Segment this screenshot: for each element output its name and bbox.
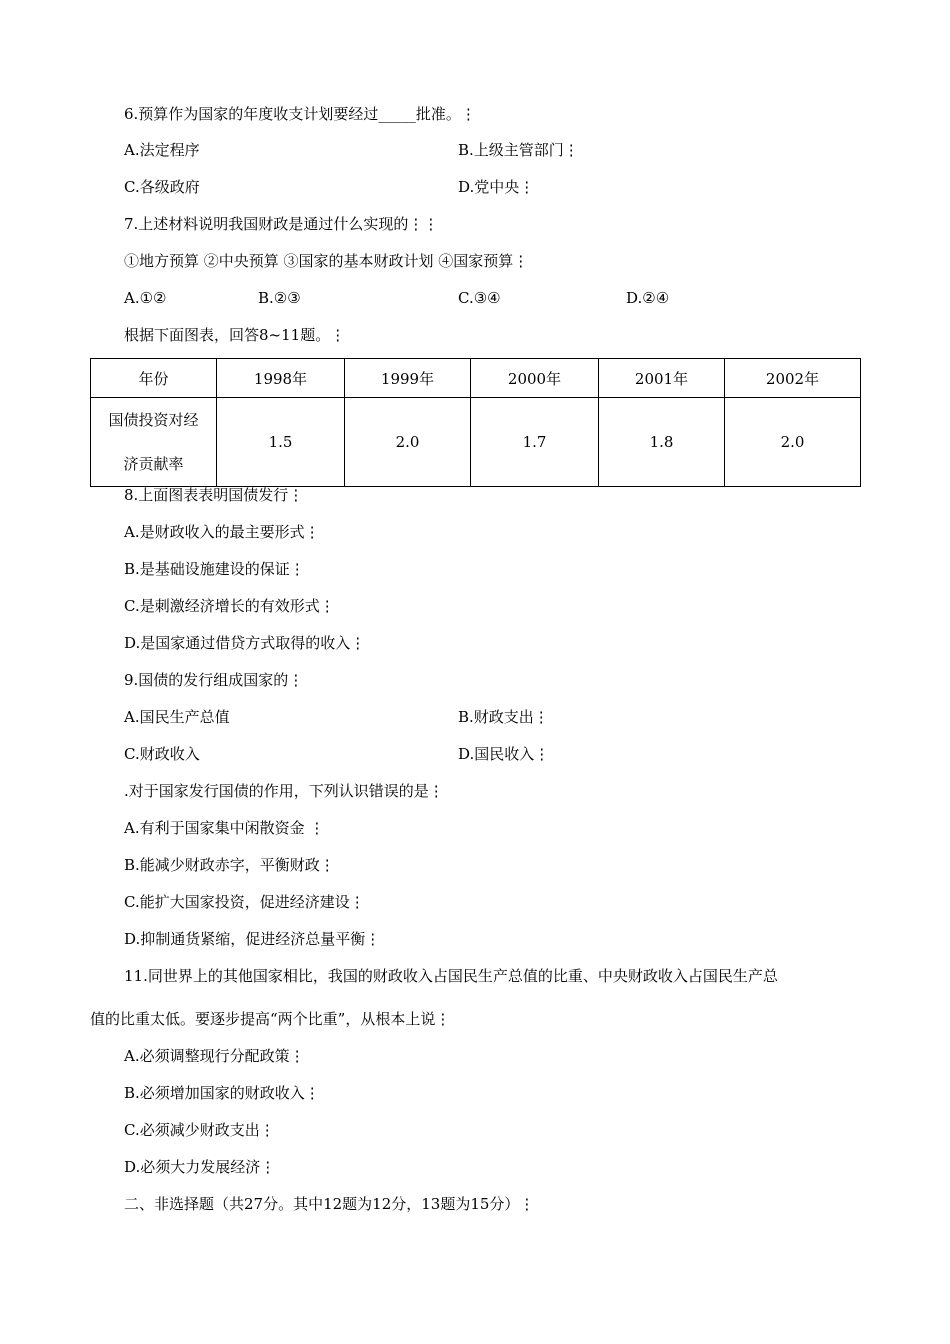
value-cell: 1.8 [599,398,725,487]
bond-contribution-table [90,358,861,487]
q8-option-a: A.是财政收入的最主要形式⋮ [124,523,320,541]
header-cell: 1998年 [217,359,345,398]
q8-option-b: B.是基础设施建设的保证⋮ [124,560,305,578]
value-cell: 1.7 [471,398,599,487]
q8-stem: 8.上面图表表明国债发行⋮ [124,486,304,504]
q8-option-d: D.是国家通过借贷方式取得的收入⋮ [124,634,366,652]
q9-option-d: D.国民收入⋮ [458,745,550,763]
q6-option-a: A.法定程序 [124,141,200,159]
row-label-cell [91,398,217,487]
value-cell: 1.5 [217,398,345,487]
row-label-line: 国债投资对经 [108,411,199,429]
q7-stem: 7.上述材料说明我国财政是通过什么实现的⋮⋮ [124,215,439,233]
q10-option-c: C.能扩大国家投资，促进经济建设⋮ [124,893,365,911]
q9-stem: 9.国债的发行组成国家的⋮ [124,671,304,689]
q11-stem-line2: 值的比重太低。要逐步提高“两个比重”，从根本上说⋮ [90,1010,451,1028]
header-cell: 2001年 [599,359,725,398]
table-header-row [91,359,861,398]
q11-stem-line1: 11.同世界上的其他国家相比，我国的财政收入占国民生产总值的比重、中央财政收入占国民生产总 [124,967,778,985]
q9-option-a: A.国民生产总值 [124,708,230,726]
q10-option-d: D.抑制通货紧缩，促进经济总量平衡⋮ [124,930,381,948]
q11-option-b: B.必须增加国家的财政收入⋮ [124,1084,320,1102]
q6-option-d: D.党中央⋮ [458,178,535,196]
section-2-heading: 二、非选择题（共27分。其中12题为12分，13题为15分）⋮ [124,1195,535,1213]
q9-option-b: B.财政支出⋮ [458,708,549,726]
value-cell: 2.0 [345,398,471,487]
q11-option-c: C.必须减少财政支出⋮ [124,1121,275,1139]
header-cell: 1999年 [345,359,471,398]
q10-option-a: A.有利于国家集中闲散资金 ⋮ [124,819,325,837]
table-row [91,398,861,487]
q6-stem: 6.预算作为国家的年度收支计划要经过_____批准。⋮ [124,105,476,123]
q11-option-a: A.必须调整现行分配政策⋮ [124,1047,305,1065]
q6-option-b: B.上级主管部门⋮ [458,141,579,159]
q8-option-c: C.是刺激经济增长的有效形式⋮ [124,597,335,615]
header-cell: 2002年 [725,359,861,398]
header-cell-year: 年份 [91,359,217,398]
q7-option-d: D.②④ [626,289,670,307]
q10-option-b: B.能减少财政赤字，平衡财政⋮ [124,856,335,874]
q10-stem: .对于国家发行国债的作用，下列认识错误的是⋮ [124,782,444,800]
q7-option-c: C.③④ [458,289,501,307]
row-label-line: 济贡献率 [123,455,184,473]
value-cell: 2.0 [725,398,861,487]
q7-option-a: A.①② [124,289,167,307]
header-cell: 2000年 [471,359,599,398]
q7-items: ①地方预算 ②中央预算 ③国家的基本财政计划 ④国家预算⋮ [124,252,529,270]
q9-option-c: C.财政收入 [124,745,200,763]
table-intro: 根据下面图表，回答8~11题。⋮ [124,326,346,344]
q11-option-d: D.必须大力发展经济⋮ [124,1158,276,1176]
q7-option-b: B.②③ [258,289,301,307]
q6-option-c: C.各级政府 [124,178,200,196]
